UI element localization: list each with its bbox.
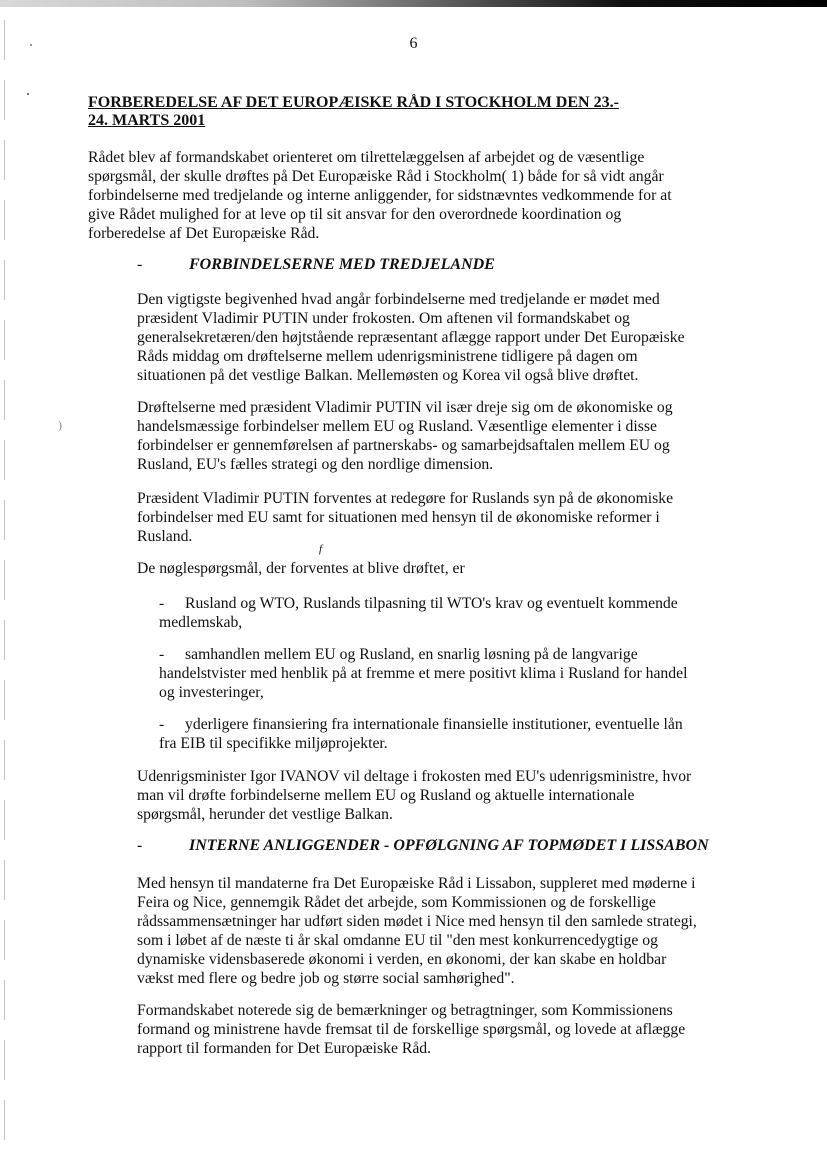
text-line: og investeringer,	[159, 684, 264, 701]
text-line: rådssammensætninger har udført siden mødet i Nice med hensyn til den samlede strategi,	[137, 913, 697, 930]
text-line: forbindelser med EU samt for situationen med hensyn til de økonomiske reformer i	[137, 509, 660, 526]
text-line: yderligere finansiering fra internationale finansielle institutioner, eventuelle lån	[185, 716, 683, 733]
section-heading-internal-affairs	[137, 837, 709, 855]
text-line: handelstvister med henblik på at fremme et mere positivt klima i Rusland for handel	[159, 665, 688, 682]
text-line: handelsmæssige forbindelser mellem EU og Rusland. Væsentlige elementer i disse	[137, 418, 657, 435]
text-line: Rusland, EU's fælles strategi og den nordlige dimension.	[137, 456, 494, 473]
text-line: Med hensyn til mandaterne fra Det Europæiske Råd i Lissabon, suppleret med møderne i	[137, 875, 696, 892]
heading-text: FORBINDELSERNE MED TREDJELANDE	[189, 256, 495, 273]
bullet-dash: -	[159, 716, 165, 733]
text-line: forbindelserne med tredjelande og interne anliggender, for sidstnævntes vedkommende for at	[88, 187, 672, 204]
paragraph-key-questions: De nøglespørgsmål, der forventes at blive drøftet, er	[137, 560, 465, 577]
title-line-2: 24. MARTS 2001	[88, 112, 206, 129]
paragraph-summit-meeting	[137, 290, 685, 385]
bullet-item	[159, 594, 678, 632]
paragraph-putin-talks	[137, 398, 673, 474]
bullet-item	[159, 715, 683, 753]
text-line: fra EIB til specifikke miljøprojekter.	[159, 735, 388, 752]
text-line: forberedelse af Det Europæiske Råd.	[88, 225, 320, 242]
text-line: Rådet blev af formandskabet orienteret om tilrettelæggelsen af arbejdet og de væsentlige	[88, 149, 645, 166]
text-line: Råds middag om drøftelserne mellem udenrigsministrene tidligere på dagen om	[137, 348, 638, 365]
scan-mark: )	[58, 418, 62, 432]
text-line: spørgsmål, der skulle drøftes på Det Europæiske Råd i Stockholm( 1) både for så vidt angår	[88, 168, 664, 185]
text-line: medlemskab,	[159, 614, 243, 631]
heading-dash: -	[137, 837, 143, 854]
text-line: formand og ministrene havde fremsat til de forskellige spørgsmål, og lovede at aflægge	[137, 1021, 686, 1038]
text-line: generalsekretæren/den højtstående repræsentant aflægge rapport under Det Europæiske	[137, 329, 685, 346]
scan-speck	[27, 93, 29, 95]
text-line: vækst med flere og bedre job og større social samhørighed".	[137, 970, 515, 987]
paragraph-putin-expected	[137, 489, 673, 546]
stray-mark: f	[319, 543, 323, 555]
heading-dash: -	[137, 256, 143, 273]
scan-left-edge	[4, 20, 5, 1140]
text-line: Rusland.	[137, 528, 193, 545]
intro-paragraph	[88, 148, 672, 243]
text-line: Præsident Vladimir PUTIN forventes at redegøre for Ruslands syn på de økonomiske	[137, 490, 674, 507]
text-line: situationen på det vestlige Balkan. Mellemøsten og Korea vil også blive drøftet.	[137, 367, 639, 384]
text-line: som i løbet af de næste ti år skal omdanne EU til "den mest konkurrencedygtige og	[137, 932, 658, 949]
text-line: man vil drøfte forbindelserne mellem EU og Rusland og aktuelle internationale	[137, 787, 635, 804]
bullet-dash: -	[159, 646, 165, 663]
paragraph-lisbon-mandates	[137, 874, 697, 988]
section-heading-third-countries	[137, 256, 495, 274]
title-line-1: FORBEREDELSE AF DET EUROPÆISKE RÅD I STOCKHOLM DEN 23.-	[88, 94, 619, 111]
scan-top-edge	[0, 0, 827, 7]
text-line: samhandlen mellem EU og Rusland, en snarlig løsning på de langvarige	[185, 646, 638, 663]
paragraph-ivanov	[137, 767, 691, 824]
heading-text: INTERNE ANLIGGENDER - OPFØLGNING AF TOPMØDET I LISSABON	[189, 837, 709, 854]
document-title	[88, 94, 728, 130]
text-line: Udenrigsminister Igor IVANOV vil deltage i frokosten med EU's udenrigsministre, hvor	[137, 768, 692, 785]
text-line: give Rådet mulighed for at leve op til sit ansvar for den overordnede koordination og	[88, 206, 622, 223]
text-line: Rusland og WTO, Ruslands tilpasning til WTO's krav og eventuelt kommende	[185, 595, 678, 612]
bullet-item	[159, 645, 687, 702]
text-line: Drøftelserne med præsident Vladimir PUTIN vil især dreje sig om de økonomiske og	[137, 399, 673, 416]
text-line: spørgsmål, herunder det vestlige Balkan.	[137, 806, 393, 823]
bullet-dash: -	[159, 595, 165, 612]
text-line: Feira og Nice, gennemgik Rådet det arbejde, som Kommissionen og de forskellige	[137, 894, 656, 911]
text-line: præsident Vladimir PUTIN under frokosten. Om aftenen vil formandskabet og	[137, 310, 630, 327]
paragraph-presidency-notes	[137, 1001, 685, 1058]
text-line: forbindelser er gennemførelsen af partnerskabs- og samarbejdsaftalen mellem EU og	[137, 437, 670, 454]
text-line: dynamiske vidensbaserede økonomi i verden, en økonomi, der kan skabe en holdbar	[137, 951, 667, 968]
text-line: rapport til formanden for Det Europæiske Råd.	[137, 1040, 432, 1057]
page-number: 6	[409, 35, 418, 52]
text-line: Den vigtigste begivenhed hvad angår forbindelserne med tredjelande er mødet med	[137, 291, 660, 308]
text-line: Formandskabet noterede sig de bemærkninger og betragtninger, som Kommissionens	[137, 1002, 673, 1019]
